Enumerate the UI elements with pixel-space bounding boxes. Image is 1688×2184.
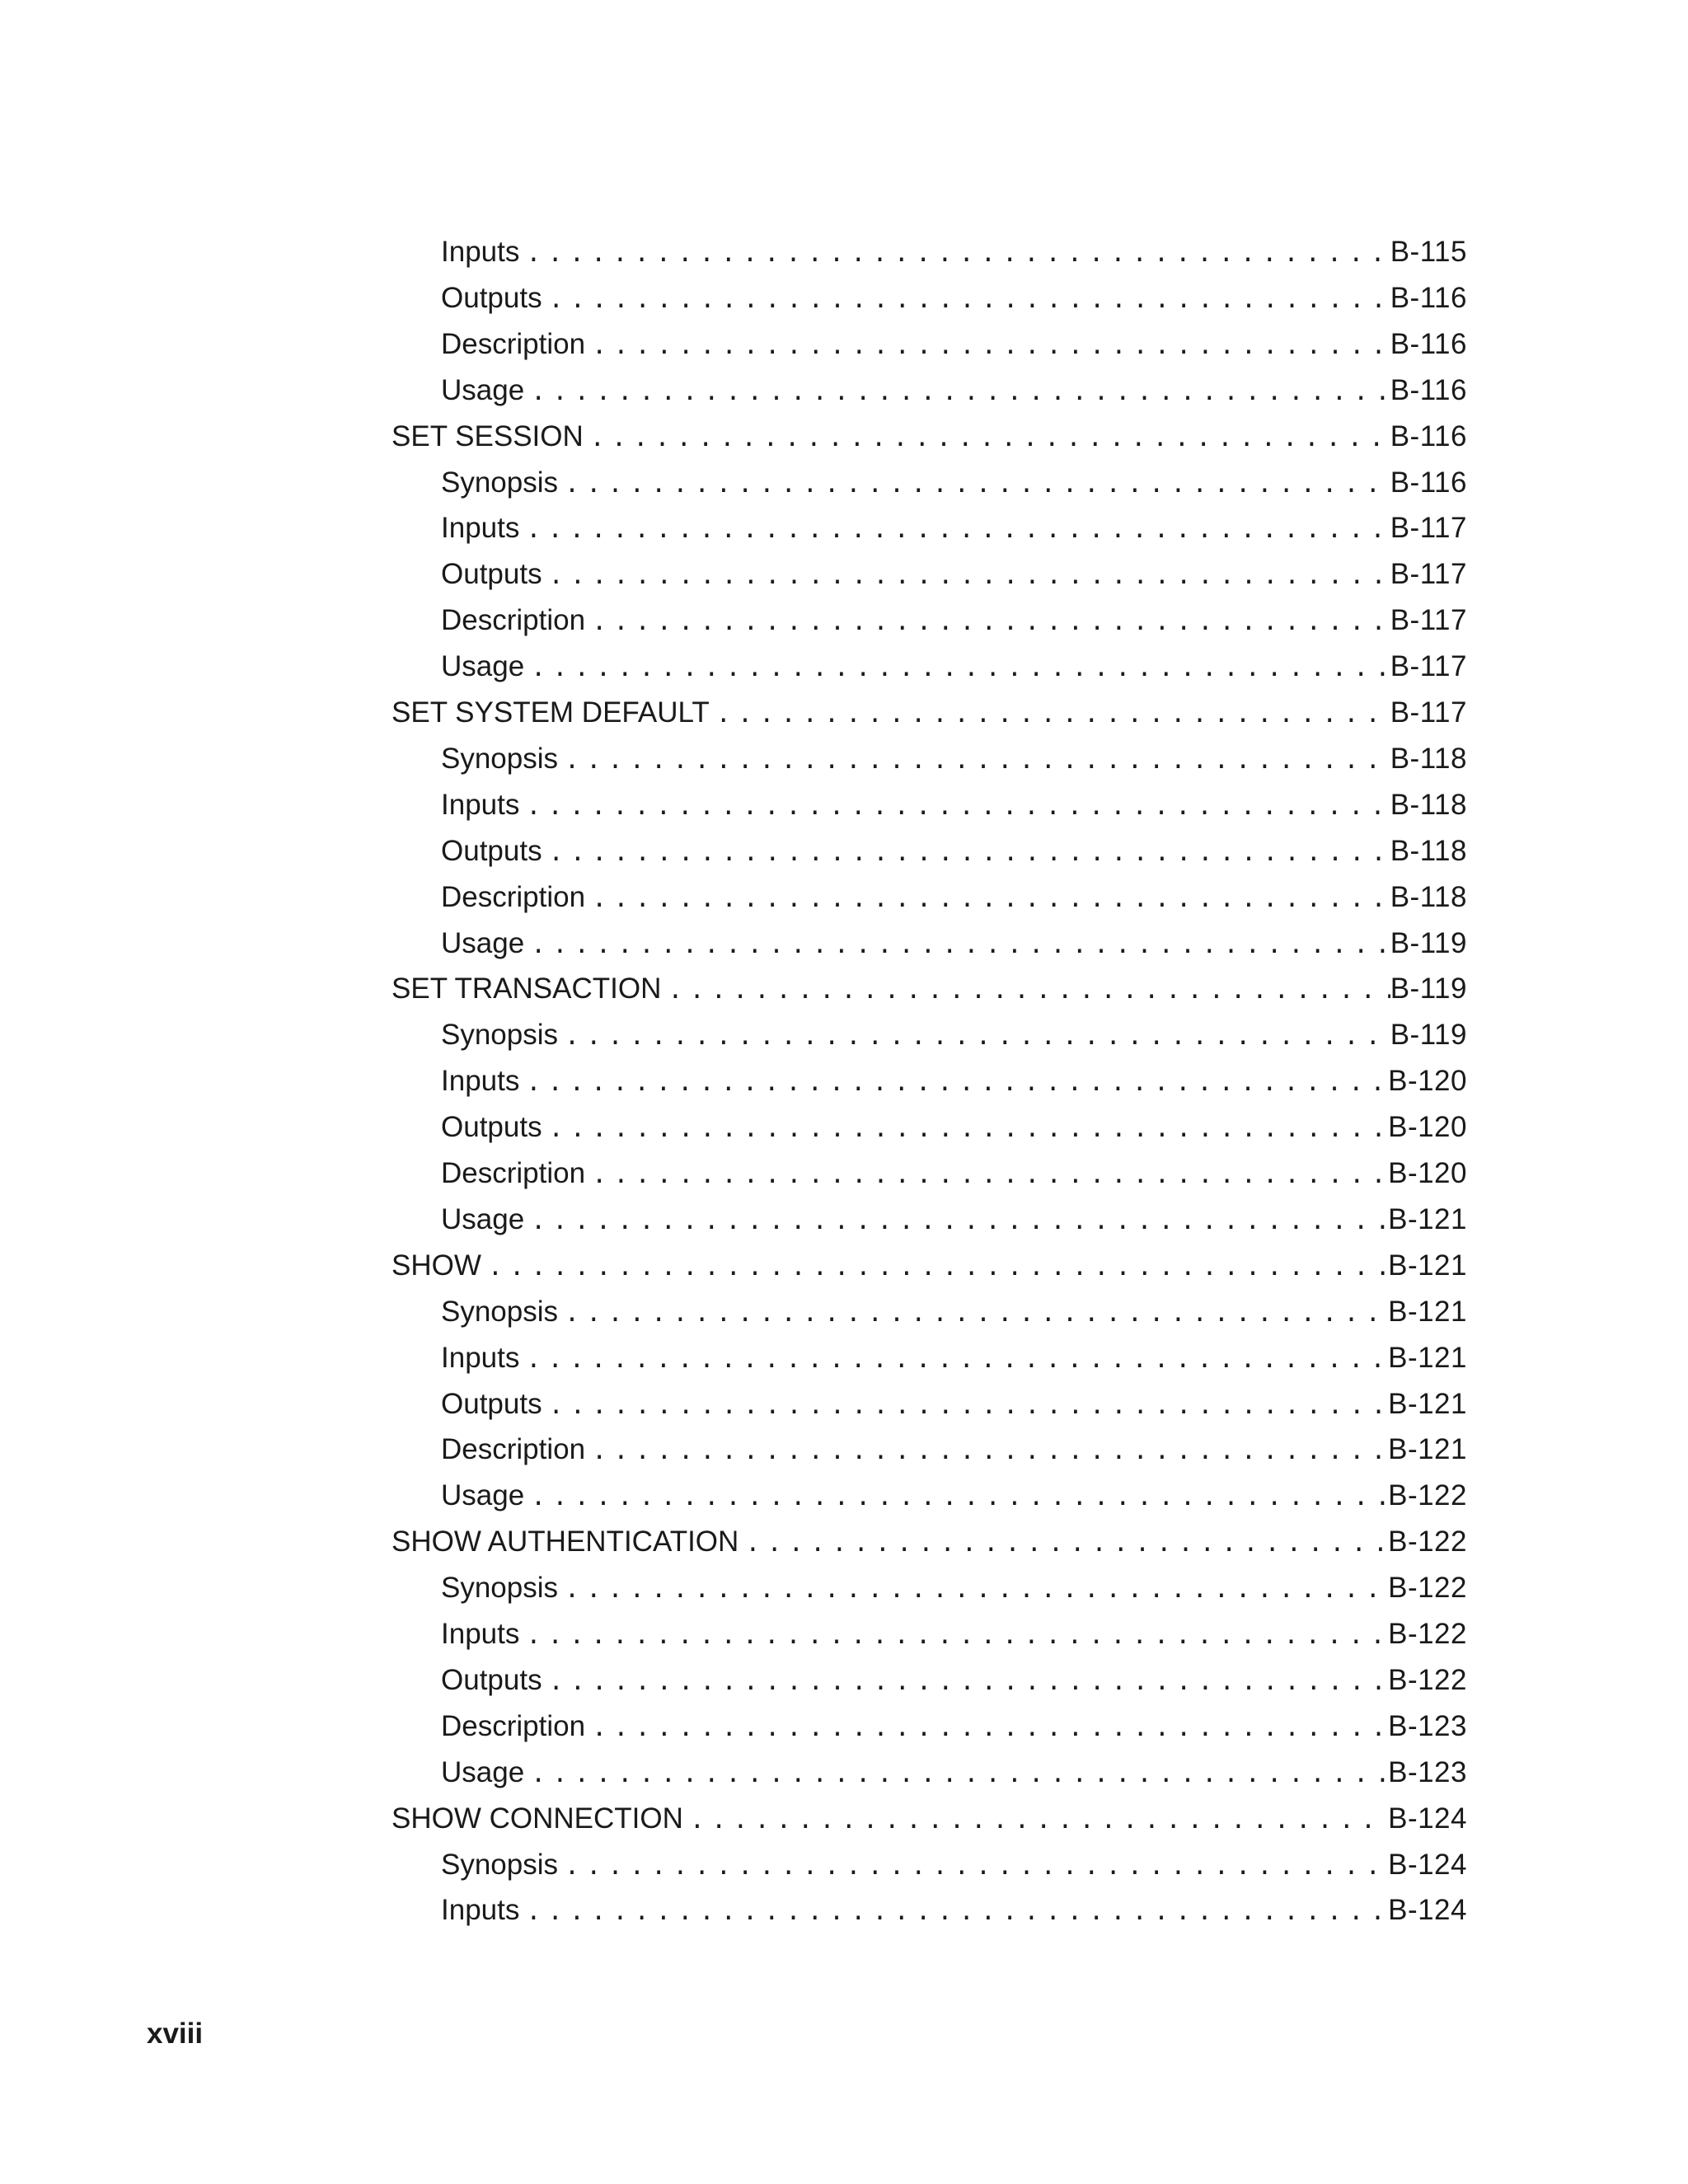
toc-subsection-entry[interactable]: [441, 460, 1467, 506]
toc-subsection-entry[interactable]: [441, 1565, 1467, 1611]
toc-subsection-entry[interactable]: [441, 1381, 1467, 1427]
toc-subsection-entry[interactable]: [441, 1704, 1467, 1750]
toc-entry-page: B-122: [1388, 1572, 1467, 1604]
toc-entry-page: B-116: [1390, 328, 1467, 360]
toc-entry-page: B-124: [1388, 1894, 1467, 1926]
dot-leader: [524, 1474, 1388, 1521]
dot-leader: [542, 1659, 1389, 1705]
toc-entry-page: B-118: [1390, 835, 1467, 867]
toc-entry-page: B-121: [1388, 1203, 1467, 1235]
toc-section-entry[interactable]: [392, 690, 1467, 736]
toc-entry-title: SHOW AUTHENTICATION: [392, 1526, 739, 1558]
toc-entry-title: Synopsis: [441, 1019, 559, 1051]
toc-entry-title: Inputs: [441, 236, 520, 268]
dot-leader: [558, 1567, 1388, 1613]
toc-entry-title: Usage: [441, 650, 525, 682]
dot-leader: [585, 1705, 1388, 1751]
toc-entry-page: B-123: [1388, 1756, 1467, 1788]
toc-entry-title: Synopsis: [441, 1296, 559, 1328]
dot-leader: [519, 1337, 1388, 1383]
dot-leader: [519, 507, 1390, 553]
dot-leader: [481, 1244, 1388, 1291]
toc-entry-title: Usage: [441, 1479, 525, 1511]
toc-entry-page: B-117: [1390, 650, 1467, 682]
toc-entry-title: Outputs: [441, 558, 542, 590]
toc-entry-title: SET SESSION: [392, 420, 584, 452]
toc-entry-page: B-115: [1390, 236, 1467, 268]
toc-entry-title: Synopsis: [441, 743, 559, 775]
toc-entry-title: Inputs: [441, 1894, 520, 1926]
toc-subsection-entry[interactable]: [441, 782, 1467, 828]
dot-leader: [519, 784, 1390, 830]
toc-entry-page: B-117: [1390, 604, 1467, 636]
dot-leader: [710, 691, 1390, 738]
toc-entry-page: B-120: [1388, 1111, 1467, 1143]
toc-entry-title: Usage: [441, 1203, 525, 1235]
toc-subsection-entry[interactable]: [441, 1058, 1467, 1104]
toc-entry-page: B-116: [1390, 466, 1467, 499]
toc-entry-title: Inputs: [441, 512, 520, 544]
dot-leader: [519, 231, 1390, 277]
toc-subsection-entry[interactable]: [441, 874, 1467, 921]
toc-entry-title: SET TRANSACTION: [392, 972, 662, 1005]
toc-subsection-entry[interactable]: [441, 505, 1467, 551]
toc-subsection-entry[interactable]: [441, 921, 1467, 967]
toc-entry-page: B-121: [1388, 1296, 1467, 1328]
dot-leader: [524, 1751, 1388, 1797]
toc-entry-page: B-119: [1390, 927, 1467, 959]
toc-subsection-entry[interactable]: [441, 736, 1467, 782]
dot-leader: [585, 323, 1390, 369]
dot-leader: [558, 738, 1390, 784]
toc-entry-title: Inputs: [441, 789, 520, 821]
dot-leader: [558, 462, 1390, 508]
toc-section-entry[interactable]: [392, 1519, 1467, 1565]
toc-entry-page: B-116: [1390, 420, 1467, 452]
toc-entry-page: B-117: [1390, 512, 1467, 544]
toc-entry-title: Outputs: [441, 282, 542, 314]
toc-entry-title: Inputs: [441, 1065, 520, 1097]
toc-entry-page: B-120: [1388, 1157, 1467, 1189]
toc-entry-page: B-119: [1390, 1019, 1467, 1051]
dot-leader: [585, 599, 1390, 645]
toc-subsection-entry[interactable]: [441, 598, 1467, 644]
toc-subsection-entry[interactable]: [441, 1657, 1467, 1704]
toc-entry-page: B-118: [1390, 743, 1467, 775]
toc-entry-page: B-122: [1388, 1618, 1467, 1650]
toc-section-entry[interactable]: [392, 1243, 1467, 1289]
dot-leader: [524, 922, 1390, 968]
toc-entry-page: B-121: [1388, 1433, 1467, 1465]
toc-entry-title: Inputs: [441, 1618, 520, 1650]
toc-entry-title: Outputs: [441, 835, 542, 867]
toc-subsection-entry[interactable]: [441, 1151, 1467, 1197]
toc-entry-page: B-118: [1390, 789, 1467, 821]
toc-subsection-entry[interactable]: [441, 275, 1467, 321]
dot-leader: [683, 1797, 1388, 1844]
page-number: xviii: [147, 2018, 204, 2050]
toc-entry-page: B-122: [1388, 1664, 1467, 1696]
toc-entry-page: B-119: [1390, 972, 1467, 1005]
toc-entry-title: Synopsis: [441, 1849, 559, 1881]
toc-subsection-entry[interactable]: [441, 1289, 1467, 1335]
toc-entry-page: B-118: [1390, 881, 1467, 913]
toc-entry-title: Description: [441, 881, 586, 913]
toc-entry-title: Description: [441, 328, 586, 360]
dot-leader: [542, 1106, 1389, 1152]
dot-leader: [585, 876, 1390, 922]
dot-leader: [524, 645, 1390, 691]
toc-entry-page: B-121: [1388, 1342, 1467, 1374]
toc-entry-title: Description: [441, 1710, 586, 1742]
dot-leader: [542, 1383, 1389, 1429]
toc-entry-title: Outputs: [441, 1664, 542, 1696]
toc-entry-page: B-120: [1388, 1065, 1467, 1097]
toc-entry-page: B-122: [1388, 1479, 1467, 1511]
toc-subsection-entry[interactable]: [441, 644, 1467, 690]
toc-entry-title: Usage: [441, 374, 525, 406]
dot-leader: [542, 553, 1390, 599]
toc-subsection-entry[interactable]: [441, 1012, 1467, 1058]
dot-leader: [558, 1014, 1390, 1060]
toc-entry-title: Outputs: [441, 1388, 542, 1420]
dot-leader: [585, 1152, 1388, 1198]
toc-subsection-entry[interactable]: [441, 321, 1467, 368]
toc-entry-page: B-122: [1388, 1526, 1467, 1558]
dot-leader: [519, 1060, 1388, 1106]
dot-leader: [584, 415, 1390, 462]
dot-leader: [519, 1613, 1388, 1659]
toc-entry-title: SET SYSTEM DEFAULT: [392, 696, 710, 729]
toc-entry-page: B-117: [1390, 558, 1467, 590]
toc-entry-page: B-124: [1388, 1849, 1467, 1881]
toc-entry-title: SHOW: [392, 1249, 481, 1282]
toc-entry-title: Synopsis: [441, 466, 559, 499]
toc-subsection-entry[interactable]: [441, 1887, 1467, 1933]
toc-entry-page: B-121: [1388, 1249, 1467, 1282]
dot-leader: [542, 830, 1390, 876]
toc-entry-page: B-124: [1388, 1802, 1467, 1835]
dot-leader: [524, 369, 1390, 415]
toc-subsection-entry[interactable]: [441, 828, 1467, 874]
toc-entry-title: SHOW CONNECTION: [392, 1802, 683, 1835]
toc-subsection-entry[interactable]: [441, 229, 1467, 275]
toc-entry-page: B-116: [1390, 374, 1467, 406]
toc-entry-page: B-116: [1390, 282, 1467, 314]
dot-leader: [738, 1521, 1388, 1567]
dot-leader: [519, 1889, 1388, 1935]
toc-subsection-entry[interactable]: [441, 1335, 1467, 1381]
toc-entry-title: Description: [441, 1157, 586, 1189]
toc-subsection-entry[interactable]: [441, 1750, 1467, 1796]
toc-subsection-entry[interactable]: [441, 1611, 1467, 1657]
toc-entry-title: Synopsis: [441, 1572, 559, 1604]
dot-leader: [661, 968, 1390, 1014]
toc-subsection-entry[interactable]: [441, 551, 1467, 598]
dot-leader: [542, 277, 1390, 323]
toc-section-entry[interactable]: [392, 414, 1467, 460]
toc-subsection-entry[interactable]: [441, 1104, 1467, 1151]
toc-subsection-entry[interactable]: [441, 1427, 1467, 1473]
toc-subsection-entry[interactable]: [441, 368, 1467, 414]
toc-entry-title: Description: [441, 604, 586, 636]
toc-entry-page: B-121: [1388, 1388, 1467, 1420]
toc-entry-title: Outputs: [441, 1111, 542, 1143]
toc-entry-title: Usage: [441, 927, 525, 959]
dot-leader: [524, 1198, 1388, 1244]
dot-leader: [558, 1844, 1388, 1890]
dot-leader: [558, 1291, 1388, 1337]
toc-entry-title: Description: [441, 1433, 586, 1465]
toc-entry-title: Usage: [441, 1756, 525, 1788]
toc-subsection-entry[interactable]: [441, 1473, 1467, 1519]
toc-entry-page: B-117: [1390, 696, 1467, 729]
toc-section-entry[interactable]: [392, 1796, 1467, 1842]
toc-entry-page: B-123: [1388, 1710, 1467, 1742]
toc-subsection-entry[interactable]: [441, 1842, 1467, 1888]
dot-leader: [585, 1428, 1388, 1474]
toc-entry-title: Inputs: [441, 1342, 520, 1374]
toc-subsection-entry[interactable]: [441, 1197, 1467, 1243]
toc-section-entry[interactable]: [392, 966, 1467, 1012]
